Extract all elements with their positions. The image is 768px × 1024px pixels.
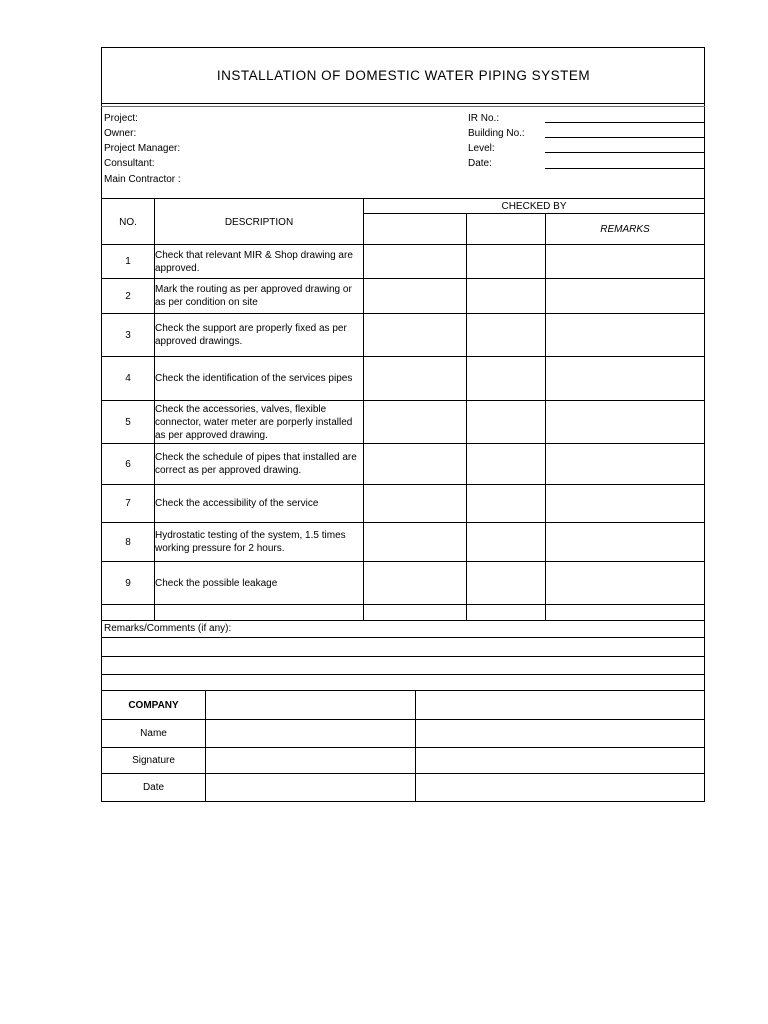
remarks-label: Remarks/Comments (if any): bbox=[104, 623, 232, 634]
label-ir-no: IR No.: bbox=[468, 113, 500, 124]
row-line-9 bbox=[101, 604, 705, 605]
row-line-10 bbox=[101, 620, 705, 621]
row-7-desc: Check the accessibility of the service bbox=[155, 498, 319, 509]
row-4-no: 4 bbox=[125, 373, 131, 384]
ir-no-field[interactable] bbox=[545, 122, 705, 123]
row-3-desc: Check the support are properly fixed as per approved drawings. bbox=[155, 323, 347, 347]
border-right bbox=[704, 47, 705, 802]
row-6-desc: Check the schedule of pipes that installed are correct as per approved drawing. bbox=[155, 452, 357, 476]
label-project-manager: Project Manager: bbox=[104, 143, 181, 154]
row-5-desc: Check the accessories, valves, flexible connector, water meter are porperly installed as per approved drawing. bbox=[155, 403, 353, 441]
header-remarks: REMARKS bbox=[600, 223, 650, 235]
row-2-no: 2 bbox=[125, 290, 131, 302]
title-divider bbox=[101, 103, 705, 104]
row-8-desc: Hydrostatic testing of the system, 1.5 times working pressure for 2 hours. bbox=[155, 530, 346, 554]
row-4-desc: Check the identification of the services pipes bbox=[155, 373, 353, 384]
row-9-desc: Check the possible leakage bbox=[155, 577, 278, 589]
row-2-desc: Mark the routing as per approved drawing or as per condition on site bbox=[155, 284, 352, 308]
title-divider-2 bbox=[101, 106, 705, 107]
form-title: INSTALLATION OF DOMESTIC WATER PIPING SYSTEM bbox=[216, 67, 591, 83]
label-main-contractor: Main Contractor : bbox=[104, 174, 181, 185]
row-6-no: 6 bbox=[125, 458, 131, 470]
date-label: Date bbox=[142, 782, 165, 793]
row-8-no: 8 bbox=[125, 536, 131, 548]
row-1-no: 1 bbox=[125, 256, 131, 267]
col-line-remarks bbox=[545, 213, 546, 620]
name-label: Name bbox=[140, 728, 167, 739]
label-consultant: Consultant: bbox=[104, 158, 155, 169]
header-no: NO. bbox=[119, 216, 137, 228]
label-date: Date: bbox=[468, 158, 492, 169]
signoff-col-2 bbox=[415, 690, 416, 801]
label-project: Project: bbox=[104, 113, 138, 124]
remarks-line-3[interactable] bbox=[101, 674, 705, 675]
label-level: Level: bbox=[468, 143, 495, 154]
remarks-line-1[interactable] bbox=[101, 637, 705, 638]
building-no-field[interactable] bbox=[545, 137, 705, 138]
col-line-desc bbox=[363, 198, 364, 620]
row-9-no: 9 bbox=[125, 577, 131, 589]
signature-label: Signature bbox=[132, 755, 175, 766]
row-5-no: 5 bbox=[125, 416, 131, 428]
company-label: COMPANY bbox=[128, 699, 179, 711]
row-3-no: 3 bbox=[125, 329, 131, 341]
label-owner: Owner: bbox=[104, 128, 137, 139]
header-description: DESCRIPTION bbox=[224, 216, 294, 228]
label-building-no: Building No.: bbox=[468, 128, 525, 139]
row-1-desc: Check that relevant MIR & Shop drawing are approved. bbox=[155, 249, 353, 274]
header-checked-by: CHECKED BY bbox=[501, 200, 567, 212]
date-field[interactable] bbox=[545, 168, 705, 169]
level-field[interactable] bbox=[545, 152, 705, 153]
col-line-check2 bbox=[466, 213, 467, 620]
border-bottom bbox=[101, 801, 705, 802]
remarks-line-2[interactable] bbox=[101, 656, 705, 657]
signoff-col-1 bbox=[205, 690, 206, 801]
row-7-no: 7 bbox=[125, 498, 131, 509]
